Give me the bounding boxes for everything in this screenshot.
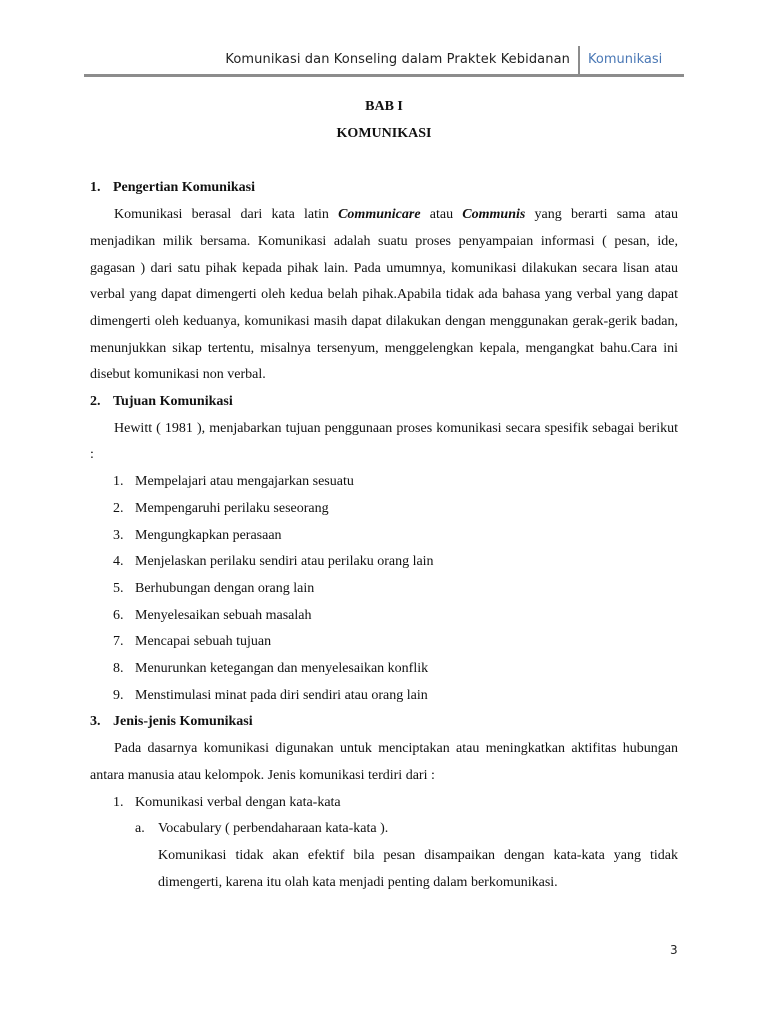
latin-term-communicare: Communicare (338, 207, 421, 223)
list-item (90, 629, 678, 656)
section-heading-3 (90, 709, 678, 736)
list-text: Komunikasi verbal dengan kata-kata (135, 794, 341, 810)
sub-list-letter: a. (135, 821, 145, 837)
latin-term-communis: Communis (462, 207, 526, 223)
header-separator (578, 46, 580, 76)
list-text: Mencapai sebuah tujuan (135, 634, 272, 650)
section-1-paragraph (90, 202, 678, 389)
list-text: Menurunkan ketegangan dan menyelesaikan konflik (135, 661, 429, 677)
list-item (90, 576, 678, 603)
list-number: 9. (113, 687, 124, 703)
paragraph-text: Komunikasi berasal dari kata latin (114, 207, 339, 223)
list-number: 8. (113, 661, 124, 677)
page-header (84, 46, 684, 77)
sub-item-description: Komunikasi tidak akan efektif bila pesan disampaikan dengan kata-kata yang tidak dimengerti, karena itu olah kata menjadi penting dalam berkomunikasi. (158, 847, 678, 890)
list-number: 2. (113, 500, 124, 516)
chapter-title: KOMUNIKASI (336, 125, 432, 141)
section-title: Tujuan Komunikasi (113, 394, 233, 410)
list-item (90, 656, 678, 683)
sub-list-text: Vocabulary ( perbendaharaan kata-kata ). (158, 821, 389, 837)
list-number: 1. (113, 474, 124, 490)
list-item (90, 603, 678, 630)
list-text: Mempelajari atau mengajarkan sesuatu (135, 474, 354, 490)
section-number: 2. (90, 394, 101, 410)
list-number: 4. (113, 554, 124, 570)
list-number: 1. (113, 794, 124, 810)
list-number: 7. (113, 634, 124, 650)
list-number: 5. (113, 580, 124, 596)
section-title: Pengertian Komunikasi (113, 180, 255, 196)
chapter-bab: BAB I (365, 99, 403, 114)
goals-list (90, 469, 678, 709)
list-item (90, 549, 678, 576)
list-item (90, 469, 678, 496)
list-text: Mempengaruhi perilaku seseorang (135, 500, 329, 516)
list-text: Menyelesaikan sebuah masalah (135, 607, 312, 623)
list-item (90, 683, 678, 710)
section-2-intro: Hewitt ( 1981 ), menjabarkan tujuan penggunaan proses komunikasi secara spesifik sebagai berikut : (90, 420, 678, 463)
list-item (90, 790, 678, 817)
list-number: 3. (113, 527, 124, 543)
list-text: Mengungkapkan perasaan (135, 527, 282, 543)
section-heading-1 (90, 175, 678, 202)
section-3-intro: Pada dasarnya komunikasi digunakan untuk menciptakan atau meningkatkan aktifitas hubungan antara manusia atau kelompok. Jenis komunikasi terdiri dari : (90, 741, 678, 783)
list-text: Menjelaskan perilaku sendiri atau perilaku orang lain (135, 554, 434, 570)
section-title: Jenis-jenis Komunikasi (113, 714, 253, 730)
paragraph-text: atau (420, 207, 463, 223)
header-document-title: Komunikasi dan Konseling dalam Praktek Kebidanan (225, 52, 570, 67)
list-number: 6. (113, 607, 124, 623)
types-list (90, 790, 678, 817)
section-number: 1. (90, 180, 101, 196)
header-chapter-label: Komunikasi (588, 52, 663, 67)
page-content (90, 94, 678, 896)
page-number: 3 (670, 943, 678, 957)
list-item (90, 496, 678, 523)
list-text: Berhubungan dengan orang lain (135, 580, 315, 596)
section-number: 3. (90, 714, 101, 730)
list-text: Menstimulasi minat pada diri sendiri atau orang lain (135, 687, 428, 703)
list-item (90, 523, 678, 550)
sub-list-item (90, 816, 678, 843)
paragraph-text: yang berarti sama atau menjadikan milik bersama. Komunikasi adalah suatu proses penyampaian informasi ( pesan, ide, gagasan ) dari satu pihak kepada pihak lain. Pada umumnya, komunikasi dilakukan secara lisan atau verbal yang dapat dimengerti oleh kedua belah pihak.Apabila tidak ada bahasa yang verbal yang dapat dimengerti oleh keduanya, komunikasi masih dapat dilakukan dengan menggunakan gerak-gerik badan, menunjukkan sikap tertentu, misalnya tersenyum, menggelengkan kepala, mengangkat bahu.Cara ini disebut komunikasi non verbal. (90, 207, 678, 383)
section-heading-2 (90, 389, 678, 416)
